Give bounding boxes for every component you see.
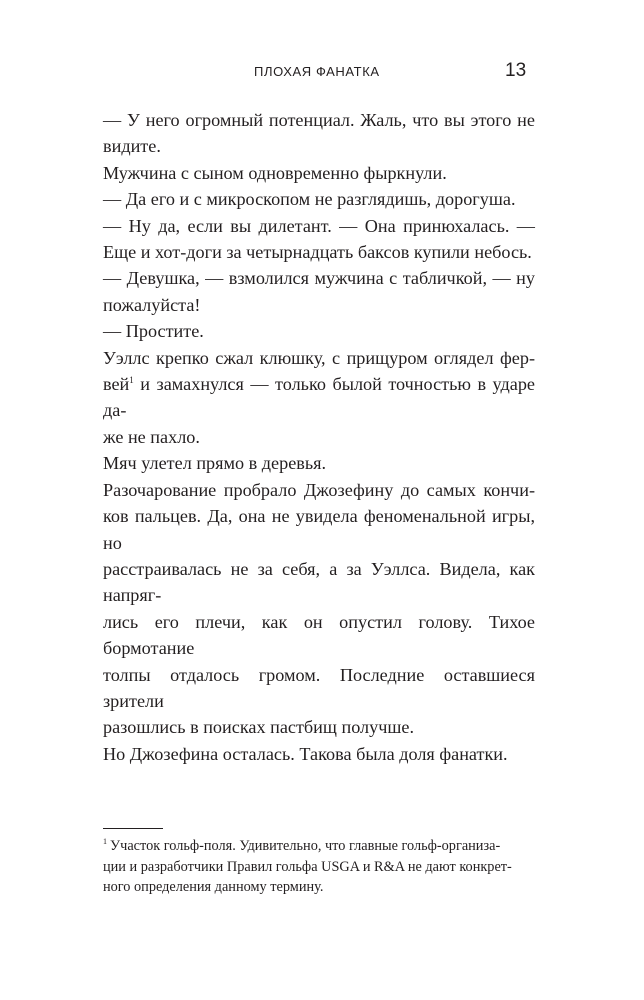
text-line: — Да его и с микроскопом не разглядишь, дорогуша. — [103, 189, 516, 210]
running-title: ПЛОХАЯ ФАНАТКА — [254, 64, 380, 79]
footnote-line — [103, 836, 535, 857]
text-line: Мяч улетел прямо в деревья. — [103, 453, 327, 474]
text-fragment: вей — [103, 374, 130, 395]
text-fragment: и замахнулся — только былой точностью в ударе да- — [103, 374, 536, 421]
footnote-line: ного определения данному термину. — [103, 879, 324, 896]
footnote-divider — [103, 828, 163, 829]
text-line: разошлись в поисках пастбищ получше. — [103, 717, 414, 738]
text-line: — Простите. — [103, 321, 204, 342]
footnote — [103, 836, 535, 898]
text-line: толпы отдалось громом. Последние оставшиеся зрители — [103, 664, 535, 711]
text-line: Мужчина с сыном одновременно фыркнули. — [103, 162, 447, 183]
page-number: 13 — [505, 60, 527, 81]
text-line: Разочарование пробрало Джозефину до самых кончи- — [103, 479, 535, 500]
body-text — [103, 107, 535, 767]
text-line: видите. — [103, 136, 161, 157]
footnote-reference[interactable]: 1 — [129, 375, 134, 385]
footnote-line: ции и разработчики Правил гольфа USGA и R&A не дают конкрет- — [103, 858, 512, 875]
text-line: расстраивалась не за себя, а за Уэллса. Видела, как напряг- — [103, 558, 535, 606]
text-line: Еще и хот-доги за четырнадцать баксов купили небось. — [103, 242, 532, 263]
footnote-marker: 1 — [103, 837, 107, 847]
text-line: Но Джозефина осталась. Такова была доля фанатки. — [103, 743, 508, 764]
text-line: пожалуйста! — [103, 294, 201, 315]
text-line: же не пахло. — [103, 426, 200, 447]
text-line: Уэллс крепко сжал клюшку, с прищуром оглядел фер- — [103, 347, 535, 368]
text-line: — Ну да, если вы дилетант. — Она принюхалась. — — [103, 215, 535, 236]
text-line: — У него огромный потенциал. Жаль, что вы этого не — [103, 110, 535, 130]
text-line: — Девушка, — взмолился мужчина с табличкой, — ну — [103, 268, 535, 289]
text-line — [103, 371, 535, 424]
footnote-text: Участок гольф-поля. Удивительно, что главные гольф-организа- — [110, 838, 501, 854]
text-line: лись его плечи, как он опустил голову. Тихое бормотание — [103, 611, 535, 659]
text-line: ков пальцев. Да, она не увидела феноменальной игры, но — [103, 506, 535, 553]
